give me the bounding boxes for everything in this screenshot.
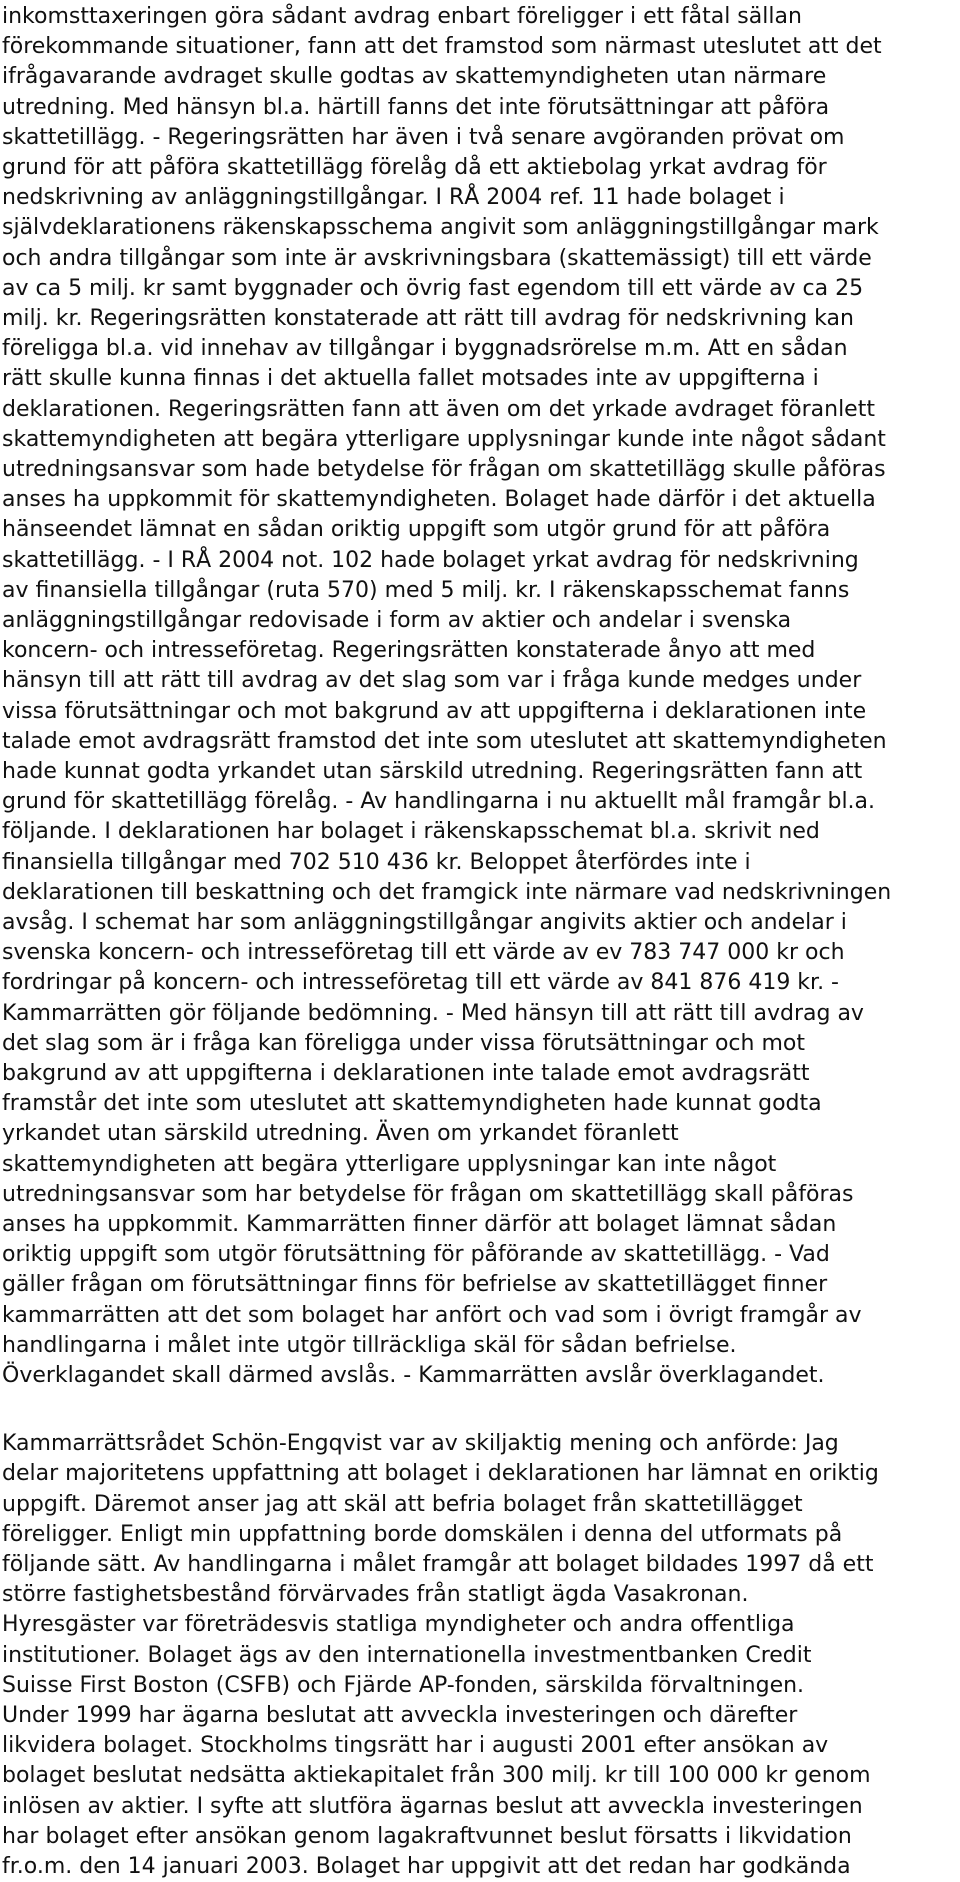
text-line: uppgift. Däremot anser jag att skäl att befria bolaget från skattetillägget [2, 1492, 803, 1517]
text-line: yrkandet utan särskild utredning. Även om yrkandet föranlett [2, 1121, 679, 1146]
text-line: delar majoritetens uppfattning att bolaget i deklarationen har lämnat en oriktig [2, 1461, 879, 1486]
text-line: bolaget beslutat nedsätta aktiekapitalet från 300 milj. kr till 100 000 kr genom [2, 1763, 871, 1788]
text-line: föreligga bl.a. vid innehav av tillgångar i byggnadsrörelse m.m. Att en sådan [2, 336, 848, 361]
text-line: föreligger. Enligt min uppfattning borde domskälen i denna del utformats på [2, 1522, 843, 1547]
text-line: oriktig uppgift som utgör förutsättning för påförande av skattetillägg. - Vad [2, 1242, 830, 1267]
text-line: Suisse First Boston (CSFB) och Fjärde AP-fonden, särskilda förvaltningen. [2, 1673, 805, 1698]
text-line: Överklagandet skall därmed avslås. - Kammarrätten avslår överklagandet. [2, 1363, 825, 1388]
text-line: milj. kr. Regeringsrätten konstaterade att rätt till avdrag för nedskrivning kan [2, 306, 854, 331]
text-line: likvidera bolaget. Stockholms tingsrätt har i augusti 2001 efter ansökan av [2, 1733, 829, 1758]
text-line: grund för att påföra skattetillägg förelåg då ett aktiebolag yrkat avdrag för [2, 155, 827, 180]
text-line: koncern- och intresseföretag. Regeringsrätten konstaterade ånyo att med [2, 638, 816, 663]
text-line: ifrågavarande avdraget skulle godtas av skattemyndigheten utan närmare [2, 64, 827, 89]
text-line: kammarrätten att det som bolaget har anfört och vad som i övrigt framgår av [2, 1303, 862, 1328]
text-line: har bolaget efter ansökan genom lagakraftvunnet beslut försatts i likvidation [2, 1824, 852, 1849]
text-line: hänseendet lämnat en sådan oriktig uppgift som utgör grund för att påföra [2, 517, 831, 542]
text-line: av ca 5 milj. kr samt byggnader och övrig fast egendom till ett värde av ca 25 [2, 276, 864, 301]
text-line: skattemyndigheten att begära ytterligare upplysningar kan inte något [2, 1152, 777, 1177]
text-line: anses ha uppkommit. Kammarrätten finner därför att bolaget lämnat sådan [2, 1212, 837, 1237]
text-line: skattetillägg. - Regeringsrätten har även i två senare avgöranden prövat om [2, 125, 845, 150]
text-line: hänsyn till att rätt till avdrag av det slag som var i fråga kunde medges under [2, 668, 862, 693]
text-line: svenska koncern- och intresseföretag till ett värde av ev 783 747 000 kr och [2, 940, 845, 965]
text-line: inlösen av aktier. I syfte att slutföra ägarnas beslut att avveckla investeringen [2, 1794, 863, 1819]
text-line: rätt skulle kunna finnas i det aktuella fallet motsades inte av uppgifterna i [2, 366, 819, 391]
text-line: skattetillägg. - I RÅ 2004 not. 102 hade bolaget yrkat avdrag för nedskrivning [2, 548, 859, 573]
text-line: det slag som är i fråga kan föreligga under vissa förutsättningar och mot [2, 1031, 805, 1056]
text-line: utredning. Med hänsyn bl.a. härtill fanns det inte förutsättningar att påföra [2, 95, 830, 120]
text-line: gäller frågan om förutsättningar finns för befrielse av skattetillägget finner [2, 1272, 828, 1297]
text-line: hade kunnat godta yrkandet utan särskild utredning. Regeringsrätten fann att [2, 759, 863, 784]
text-line: finansiella tillgångar med 702 510 436 kr. Beloppet återfördes inte i [2, 850, 751, 875]
text-line: handlingarna i målet inte utgör tillräckliga skäl för sådan befrielse. [2, 1333, 737, 1358]
text-line: av finansiella tillgångar (ruta 570) med 5 milj. kr. I räkenskapsschemat fanns [2, 578, 850, 603]
text-line: fr.o.m. den 14 januari 2003. Bolaget har uppgivit att det redan har godkända [2, 1854, 851, 1879]
text-line: institutioner. Bolaget ägs av den internationella investmentbanken Credit [2, 1643, 812, 1668]
text-line: Kammarrättsrådet Schön-Engqvist var av skiljaktig mening och anförde: Jag [2, 1431, 839, 1456]
text-line: bakgrund av att uppgifterna i deklarationen inte talade emot avdragsrätt [2, 1061, 810, 1086]
text-line: vissa förutsättningar och mot bakgrund av att uppgifterna i deklarationen inte [2, 699, 867, 724]
text-line: grund för skattetillägg förelåg. - Av handlingarna i nu aktuellt mål framgår bl.a. [2, 789, 876, 814]
text-line: nedskrivning av anläggningstillgångar. I RÅ 2004 ref. 11 hade bolaget i [2, 185, 785, 210]
text-line: anläggningstillgångar redovisade i form av aktier och andelar i svenska [2, 608, 792, 633]
text-line: Under 1999 har ägarna beslutat att avveckla investeringen och därefter [2, 1703, 798, 1728]
text-line: följande. I deklarationen har bolaget i räkenskapsschemat bl.a. skrivit ned [2, 819, 820, 844]
text-line: förekommande situationer, fann att det framstod som närmast uteslutet att det [2, 34, 882, 59]
text-line: utredningsansvar som hade betydelse för frågan om skattetillägg skulle påföras [2, 457, 886, 482]
text-line: inkomsttaxeringen göra sådant avdrag enbart föreligger i ett fåtal sällan [2, 4, 802, 29]
text-line: anses ha uppkommit för skattemyndigheten. Bolaget hade därför i det aktuella [2, 487, 876, 512]
text-line: deklarationen till beskattning och det framgick inte närmare vad nedskrivningen [2, 880, 892, 905]
text-line: utredningsansvar som har betydelse för frågan om skattetillägg skall påföras [2, 1182, 854, 1207]
text-line: större fastighetsbestånd förvärvades från statligt ägda Vasakronan. [2, 1582, 749, 1607]
text-line: talade emot avdragsrätt framstod det inte som uteslutet att skattemyndigheten [2, 729, 887, 754]
text-line: och andra tillgångar som inte är avskrivningsbara (skattemässigt) till ett värde [2, 246, 872, 271]
text-line: fordringar på koncern- och intresseföretag till ett värde av 841 876 419 kr. - [2, 970, 839, 995]
text-line: Kammarrätten gör följande bedömning. - Med hänsyn till att rätt till avdrag av [2, 1001, 864, 1026]
text-line: självdeklarationens räkenskapsschema angivit som anläggningstillgångar mark [2, 215, 879, 240]
text-line: Hyresgäster var företrädesvis statliga myndigheter och andra offentliga [2, 1612, 795, 1637]
text-line: skattemyndigheten att begära ytterligare upplysningar kunde inte något sådant [2, 427, 886, 452]
text-line: följande sätt. Av handlingarna i målet framgår att bolaget bildades 1997 då ett [2, 1552, 874, 1577]
text-line: deklarationen. Regeringsrätten fann att även om det yrkade avdraget föranlett [2, 397, 875, 422]
text-line: framstår det inte som uteslutet att skattemyndigheten hade kunnat godta [2, 1091, 822, 1116]
text-line: avsåg. I schemat har som anläggningstillgångar angivits aktier och andelar i [2, 910, 847, 935]
